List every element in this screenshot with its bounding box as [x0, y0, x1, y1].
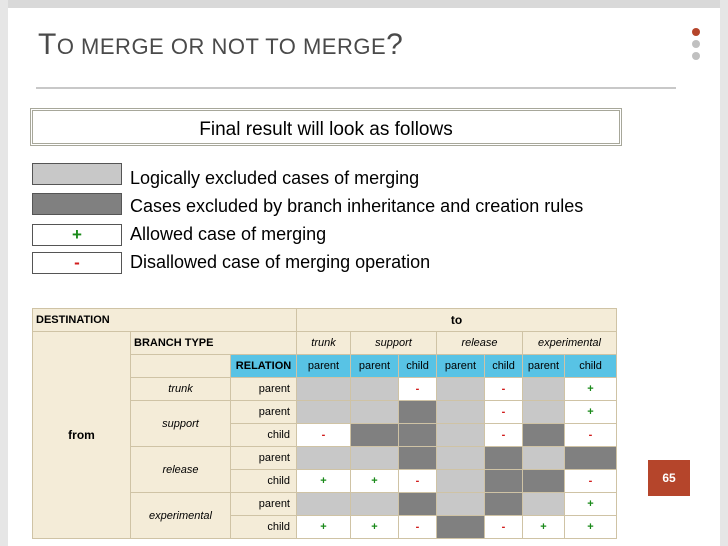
destination-header: DESTINATION	[33, 309, 297, 332]
relation: child	[231, 470, 297, 493]
cell-light	[523, 447, 565, 470]
relation-header: RELATION	[231, 355, 297, 378]
col-header: experimental	[523, 332, 617, 355]
cell-dark	[351, 424, 399, 447]
cell-value: +	[565, 493, 617, 516]
subcol-header: parent	[523, 355, 565, 378]
blank-cell	[131, 355, 231, 378]
relation: parent	[231, 401, 297, 424]
decor-dot	[692, 28, 700, 36]
legend-swatch-minus: -	[32, 252, 122, 274]
result-box	[30, 108, 622, 146]
merge-table	[32, 308, 617, 539]
cell-light	[437, 470, 485, 493]
relation: parent	[231, 378, 297, 401]
title-question-mark: ?	[386, 28, 404, 61]
cell-dark	[485, 470, 523, 493]
cell-value: +	[297, 470, 351, 493]
cell-value: -	[485, 516, 523, 539]
subcol-header: parent	[351, 355, 399, 378]
cell-value: +	[351, 470, 399, 493]
cell-value: -	[399, 516, 437, 539]
legend-label: Allowed case of merging	[130, 224, 327, 244]
result-text: Final result will look as follows	[199, 119, 453, 140]
cell-dark	[523, 470, 565, 493]
col-header: support	[351, 332, 437, 355]
from-label: from	[33, 332, 131, 539]
cell-dark	[565, 447, 617, 470]
cell-light	[437, 378, 485, 401]
to-header: to	[297, 309, 617, 332]
cell-light	[437, 401, 485, 424]
cell-dark	[523, 424, 565, 447]
cell-value: -	[565, 424, 617, 447]
cell-light	[523, 493, 565, 516]
legend-swatch-plus: +	[32, 224, 122, 246]
cell-value: -	[485, 378, 523, 401]
legend-label: Cases excluded by branch inheritance and creation rules	[130, 196, 584, 216]
branch-type-header: BRANCH TYPE	[131, 332, 297, 355]
branch-type: experimental	[131, 493, 231, 539]
cell-light	[297, 493, 351, 516]
cell-value: +	[523, 516, 565, 539]
legend-label: Disallowed case of merging operation	[130, 252, 431, 272]
subcol-header: child	[399, 355, 437, 378]
cell-light	[437, 424, 485, 447]
subcol-header: child	[485, 355, 523, 378]
page-number-badge: 65	[648, 460, 690, 496]
cell-light	[523, 378, 565, 401]
legend-label: Logically excluded cases of merging	[130, 168, 420, 188]
branch-type: support	[131, 401, 231, 447]
cell-value: +	[351, 516, 399, 539]
relation: child	[231, 516, 297, 539]
cell-value: -	[565, 470, 617, 493]
legend-swatch-light	[32, 163, 122, 185]
subcol-header: parent	[437, 355, 485, 378]
slide-title	[38, 28, 403, 62]
cell-value: +	[565, 516, 617, 539]
decor-dot	[692, 52, 700, 60]
title-divider	[36, 87, 676, 89]
cell-dark	[485, 493, 523, 516]
cell-light	[523, 401, 565, 424]
cell-light	[351, 378, 399, 401]
subcol-header: parent	[297, 355, 351, 378]
cell-light	[437, 447, 485, 470]
cell-light	[437, 493, 485, 516]
cell-light	[297, 447, 351, 470]
col-header: release	[437, 332, 523, 355]
cell-light	[297, 401, 351, 424]
title-body: O MERGE OR NOT TO MERGE	[56, 34, 387, 59]
cell-value: -	[485, 424, 523, 447]
cell-dark	[399, 493, 437, 516]
cell-light	[297, 378, 351, 401]
cell-value: +	[297, 516, 351, 539]
cell-dark	[399, 447, 437, 470]
branch-type: release	[131, 447, 231, 493]
cell-value: +	[565, 378, 617, 401]
relation: child	[231, 424, 297, 447]
cell-light	[351, 401, 399, 424]
cell-value: -	[399, 378, 437, 401]
frame-left	[0, 0, 8, 546]
cell-dark	[399, 401, 437, 424]
subcol-header: child	[565, 355, 617, 378]
frame-right	[720, 0, 728, 546]
relation: parent	[231, 447, 297, 470]
cell-light	[351, 447, 399, 470]
cell-value: -	[399, 470, 437, 493]
cell-light	[351, 493, 399, 516]
cell-value: -	[485, 401, 523, 424]
legend-swatch-dark	[32, 193, 122, 215]
title-first-letter: T	[38, 28, 57, 61]
cell-dark	[399, 424, 437, 447]
col-header: trunk	[297, 332, 351, 355]
cell-value: +	[565, 401, 617, 424]
branch-type: trunk	[131, 378, 231, 401]
cell-dark	[437, 516, 485, 539]
decor-dot	[692, 40, 700, 48]
frame-top	[0, 0, 728, 8]
cell-dark	[485, 447, 523, 470]
cell-value: -	[297, 424, 351, 447]
relation: parent	[231, 493, 297, 516]
